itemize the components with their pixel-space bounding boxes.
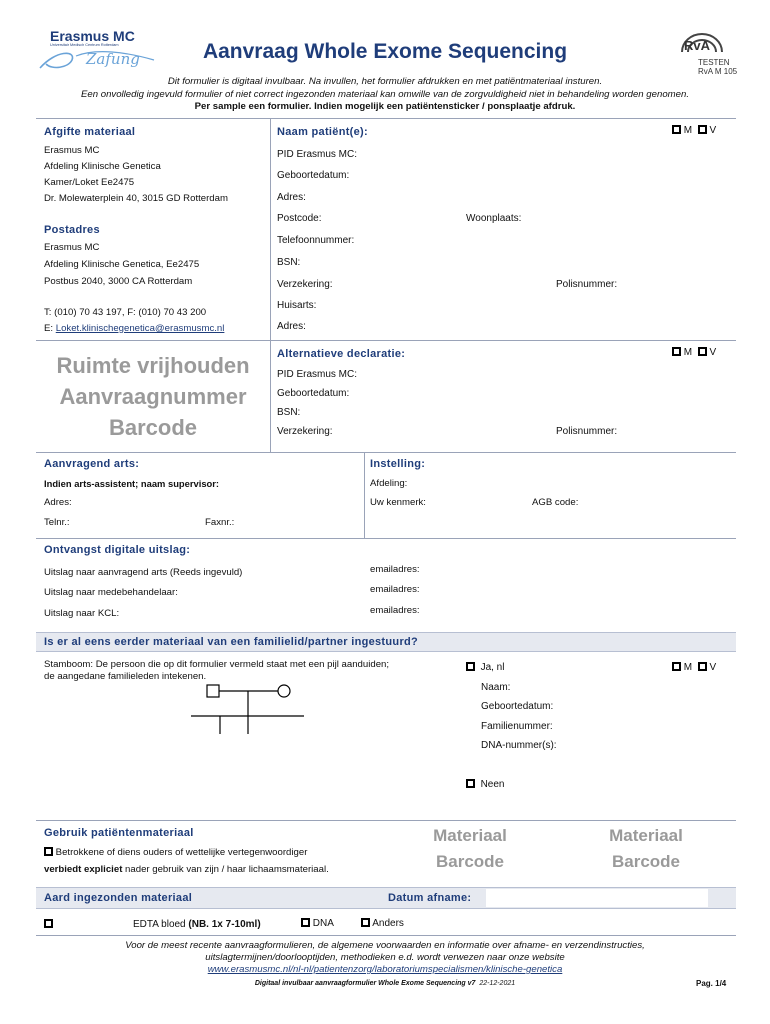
rva-mark: RvA xyxy=(684,38,711,53)
pedigree-male-square xyxy=(207,685,219,697)
footer-version xyxy=(0,980,770,987)
family-name-label: Naam: xyxy=(481,682,511,693)
alt-pid-label: PID Erasmus MC: xyxy=(277,369,358,380)
afgifte-line-2: Afdeling Klinische Genetica xyxy=(44,161,161,172)
footer-date: 22-12-2021 xyxy=(479,980,516,987)
usage-forbid-bold: verbiedt explicie xyxy=(44,864,120,875)
edta-note: (NB. 1x 7-10ml) xyxy=(188,919,261,930)
footer-link[interactable]: www.erasmusmc.nl/nl-nl/patientenzorg/laboratoriumspecialismen/klinische-genetica xyxy=(207,964,563,975)
logo-script: Zafung xyxy=(86,50,140,68)
alt-gender-m-label: M xyxy=(683,347,693,358)
family-desc-1: Stamboom: De persoon die op dit formulier vermeld staat met een pijl aanduiden; xyxy=(44,659,390,670)
family-no-checkbox[interactable] xyxy=(466,779,475,788)
family-famnr-label: Familienummer: xyxy=(481,721,553,732)
post-line-2: Afdeling Klinische Genetica, Ee2475 xyxy=(44,259,200,270)
barcode-placeholder-3: Barcode xyxy=(108,415,198,440)
patient-gp-label: Huisarts: xyxy=(277,300,317,311)
dna-label: DNA xyxy=(312,918,334,929)
patient-postcode-label: Postcode: xyxy=(277,213,322,224)
edta-label xyxy=(133,919,261,930)
usage-forbid-bold-2: t xyxy=(119,864,123,875)
digital-row-3: Uitslag naar KCL: xyxy=(44,608,120,619)
family-gender xyxy=(672,662,716,673)
material-barcode-1a: Materiaal xyxy=(433,826,507,845)
arts-supervisor-label: Indien arts-assistent; naam supervisor: xyxy=(44,478,220,489)
other-option xyxy=(361,918,404,929)
patient-city-label: Woonplaats: xyxy=(466,213,522,224)
date-input[interactable] xyxy=(486,889,708,907)
family-dob-label: Geboortedatum: xyxy=(481,701,554,712)
usage-title: Gebruik patiëntenmateriaal xyxy=(44,827,194,839)
arts-title: Aanvragend arts: xyxy=(44,458,140,470)
footer-line-2: uitslagtermijnen/doorlooptijden, methodieken e.d. wordt verwezen naar onze website xyxy=(205,952,565,963)
alt-title: Alternatieve declaratie: xyxy=(277,348,406,360)
arts-address-label: Adres: xyxy=(44,497,72,508)
family-title: Is er al eens eerder materiaal van een familielid/partner ingestuurd? xyxy=(44,636,419,648)
patient-gp-address-label: Adres: xyxy=(277,321,306,332)
edta-checkbox[interactable] xyxy=(44,919,53,928)
gender-v-label: V xyxy=(709,125,717,136)
email-prefix: E: xyxy=(44,323,56,334)
patient-pid-label: PID Erasmus MC: xyxy=(277,149,358,160)
patient-gender xyxy=(672,125,716,136)
alt-gender xyxy=(672,347,716,358)
gender-v-checkbox[interactable] xyxy=(698,125,707,134)
pedigree-diagram xyxy=(186,682,306,742)
patient-phone-label: Telefoonnummer: xyxy=(277,235,355,246)
footer-version-text: Digitaal invulbaar aanvraagformulier Whole Exome Sequencing v7 xyxy=(254,980,476,987)
dna-option xyxy=(301,918,334,929)
other-label: Anders xyxy=(372,918,404,929)
arts-phone-label: Telnr.: xyxy=(44,517,70,528)
footer-line-1: Voor de meest recente aanvraagformulieren, de algemene voorwaarden en informatie over afname- en verzendinstructies, xyxy=(125,940,645,951)
usage-line-2 xyxy=(44,864,329,875)
digital-title: Ontvangst digitale uitslag: xyxy=(44,544,191,556)
contact-email xyxy=(44,323,224,334)
material-barcode-1b: Barcode xyxy=(435,852,505,871)
patient-policy-label: Polisnummer: xyxy=(556,279,618,290)
family-yes-label: Ja, nl xyxy=(480,662,505,673)
digital-email-2: emailadres: xyxy=(370,584,420,595)
family-no xyxy=(466,779,504,790)
dna-checkbox[interactable] xyxy=(301,918,310,927)
logo-brand: Erasmus MC xyxy=(50,28,135,44)
arts-fax-label: Faxnr.: xyxy=(205,517,235,528)
family-yes xyxy=(466,662,504,673)
instelling-ref-label: Uw kenmerk: xyxy=(370,497,426,508)
patient-address-label: Adres: xyxy=(277,192,306,203)
family-no-label: Neen xyxy=(480,779,505,790)
family-yes-checkbox[interactable] xyxy=(466,662,475,671)
patient-title: Naam patiënt(e): xyxy=(277,126,368,138)
contact-phone: T: (010) 70 43 197, F: (010) 70 43 200 xyxy=(44,307,207,318)
digital-email-1: emailadres: xyxy=(370,564,420,575)
usage-checkbox[interactable] xyxy=(44,847,53,856)
intro-line-3: Per sample een formulier. Indien mogelijk een patiëntensticker / ponsplaatje afdruk. xyxy=(194,101,576,112)
material-barcode-2b: Barcode xyxy=(611,852,681,871)
family-gender-m-label: M xyxy=(683,662,693,673)
intro-line-1: Dit formulier is digitaal invulbaar. Na invullen, het formulier afdrukken en met patiëntmateriaal insturen. xyxy=(167,76,603,87)
alt-dob-label: Geboortedatum: xyxy=(277,388,350,399)
date-label: Datum afname: xyxy=(388,892,472,904)
alt-bsn-label: BSN: xyxy=(277,407,301,418)
material-barcode-2a: Materiaal xyxy=(609,826,683,845)
usage-line-1 xyxy=(44,847,307,858)
postadres-title: Postadres xyxy=(44,224,100,236)
instelling-title: Instelling: xyxy=(370,458,426,470)
other-checkbox[interactable] xyxy=(361,918,370,927)
pedigree-female-circle xyxy=(278,685,290,697)
family-gender-v-label: V xyxy=(709,662,717,673)
family-gender-m-checkbox[interactable] xyxy=(672,662,681,671)
barcode-placeholder-1: Ruimte vrijhouden xyxy=(56,353,250,378)
alt-gender-v-checkbox[interactable] xyxy=(698,347,707,356)
edta-text: EDTA bloed xyxy=(133,919,189,930)
rva-logo xyxy=(676,30,736,80)
alt-policy-label: Polisnummer: xyxy=(556,426,618,437)
material-title: Aard ingezonden materiaal xyxy=(44,892,193,904)
family-desc-2: de aangedane familieleden intekenen. xyxy=(44,671,207,682)
afgifte-line-4: Dr. Molewaterplein 40, 3015 GD Rotterdam xyxy=(44,193,228,204)
intro-line-2: Een onvolledig ingevuld formulier of niet correct ingezonden materiaal kan omwille van de zorgvuldigheid niet in behandeling worden genomen. xyxy=(81,89,689,100)
instelling-dept-label: Afdeling: xyxy=(370,478,408,489)
instelling-agb-label: AGB code: xyxy=(532,497,579,508)
afgifte-title: Afgifte materiaal xyxy=(44,126,136,138)
alt-insurance-label: Verzekering: xyxy=(277,426,333,437)
family-gender-v-checkbox[interactable] xyxy=(698,662,707,671)
gender-m-checkbox[interactable] xyxy=(672,125,681,134)
patient-dob-label: Geboortedatum: xyxy=(277,170,350,181)
page-title: Aanvraag Whole Exome Sequencing xyxy=(202,40,568,63)
usage-forbid-rest: nader gebruik van zijn / haar lichaamsmateriaal. xyxy=(122,864,329,875)
logo-sub: Universitair Medisch Centrum Rotterdam xyxy=(50,43,119,47)
digital-row-1: Uitslag naar aanvragend arts (Reeds ingevuld) xyxy=(44,567,243,578)
page-number: Pag. 1/4 xyxy=(696,979,727,988)
alt-gender-v-label: V xyxy=(709,347,717,358)
post-line-3: Postbus 2040, 3000 CA Rotterdam xyxy=(44,276,193,287)
patient-insurance-label: Verzekering: xyxy=(277,279,333,290)
digital-email-3: emailadres: xyxy=(370,605,420,616)
family-dnanr-label: DNA-nummer(s): xyxy=(481,740,557,751)
usage-text-1: Betrokkene of diens ouders of wettelijke vertegenwoordiger xyxy=(55,847,308,858)
alt-gender-m-checkbox[interactable] xyxy=(672,347,681,356)
patient-bsn-label: BSN: xyxy=(277,257,301,268)
gender-m-label: M xyxy=(683,125,693,136)
barcode-placeholder-2: Aanvraagnummer xyxy=(59,384,247,409)
digital-row-2: Uitslag naar medebehandelaar: xyxy=(44,587,178,598)
rva-line2: RvA M 105 xyxy=(698,67,738,76)
email-link[interactable]: Loket.klinischegenetica@erasmusmc.nl xyxy=(55,323,225,334)
post-line-1: Erasmus MC xyxy=(44,242,100,253)
rva-line1: TESTEN xyxy=(698,58,730,67)
afgifte-line-1: Erasmus MC xyxy=(44,145,100,156)
afgifte-line-3: Kamer/Loket Ee2475 xyxy=(44,177,135,188)
